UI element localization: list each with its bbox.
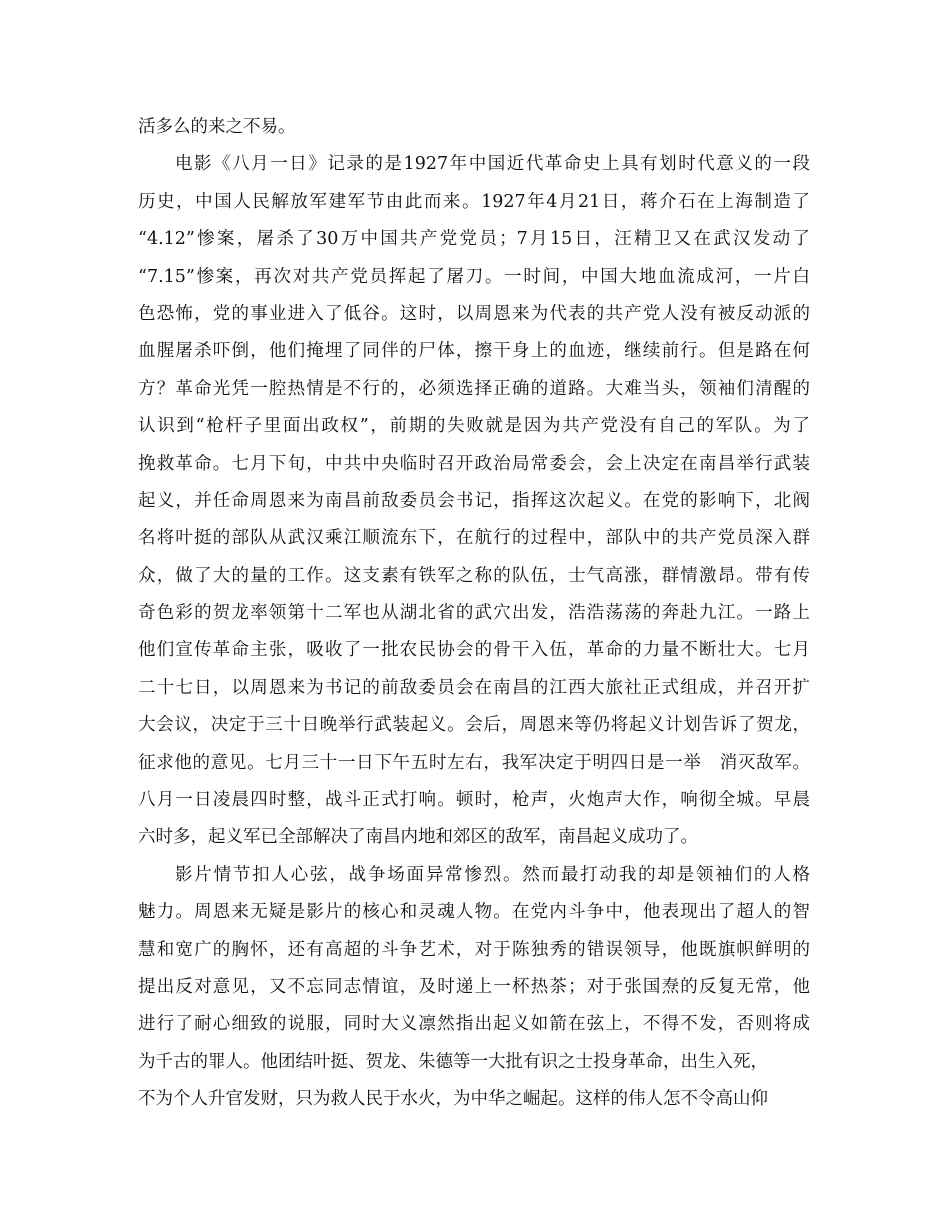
- paragraph-1: [138, 109, 810, 146]
- text-line: 历史，中国人民解放军建军节由此而来。1927年4月21日，蒋介石在上海制造了: [138, 191, 810, 212]
- text-line: 众，做了大的量的工作。这支素有铁军之称的队伍，士气高涨，群情激昂。带有传: [138, 565, 810, 586]
- text-line: “4.12”惨案，屠杀了30万中国共产党党员；7月15日，汪精卫又在武汉发动了: [138, 229, 810, 250]
- text-line: 八月一日凌晨四时整，战斗正式打响。顿时，枪声，火炮声大作，响彻全城。早晨: [138, 790, 810, 811]
- text-line: 不为个人升官发财，只为救人民于水火，为中华之崛起。这样的伟人怎不令高山仰: [138, 1089, 768, 1110]
- paragraph-3: [138, 857, 810, 1119]
- text-line: 大会议，决定于三十日晚举行武装起义。会后，周恩来等仍将起义计划告诉了贺龙，: [138, 715, 810, 736]
- text-line: 起义，并任命周恩来为南昌前敌委员会书记，指挥这次起义。在党的影响下，北阀: [138, 490, 810, 511]
- text-line: 魅力。周恩来无疑是影片的核心和灵魂人物。在党内斗争中，他表现出了超人的智: [138, 902, 810, 923]
- document-body: [138, 109, 810, 1119]
- text-line: 慧和宽广的胸怀，还有高超的斗争艺术，对于陈独秀的错误领导，他既旗帜鲜明的: [138, 939, 810, 960]
- text-line: 影片情节扣人心弦，战争场面异常惨烈。然而最打动我的却是领袖们的人格: [175, 864, 810, 885]
- text-line: 电影《八月一日》记录的是1927年中国近代革命史上具有划时代意义的一段: [175, 154, 810, 175]
- text-line: 色恐怖，党的事业进入了低谷。这时，以周恩来为代表的共产党人没有被反动派的: [138, 303, 810, 324]
- text-line: 征求他的意见。七月三十一日下午五时左右，我军决定于明四日是一举 消灭敌军。: [138, 752, 810, 773]
- text-line: 六时多，起义军已全部解决了南昌内地和郊区的敌军，南昌起义成功了。: [138, 827, 698, 848]
- text-line: 他们宣传革命主张，吸收了一批农民协会的骨干入伍，革命的力量不断壮大。七月: [138, 640, 810, 661]
- text-line: 挽救革命。七月下旬，中共中央临时召开政治局常委会，会上决定在南昌举行武装: [138, 453, 810, 474]
- text-line: 为千古的罪人。他团结叶挺、贺龙、朱德等一大批有识之士投身革命，出生入死，: [138, 1051, 768, 1072]
- text-line: 提出反对意见，又不忘同志情谊，及时递上一杯热茶；对于张国焘的反复无常，他: [138, 976, 810, 997]
- text-line: 血腥屠杀吓倒，他们掩埋了同伴的尸体，擦干身上的血迹，继续前行。但是路在何: [138, 341, 810, 362]
- text-line: 方？革命光凭一腔热情是不行的，必须选择正确的道路。大难当头，领袖们清醒的: [138, 378, 810, 399]
- paragraph-2: [138, 146, 810, 856]
- text-line: 认识到“枪杆子里面出政权”，前期的失败就是因为共产党没有自己的军队。为了: [138, 416, 810, 437]
- text-line: 二十七日，以周恩来为书记的前敌委员会在南昌的江西大旅社正式组成，并召开扩: [138, 677, 810, 698]
- text-line: 活多么的来之不易。: [138, 117, 296, 137]
- text-line: “7.15”惨案，再次对共产党员挥起了屠刀。一时间，中国大地血流成河，一片白: [138, 266, 810, 287]
- text-line: 奇色彩的贺龙率领第十二军也从湖北省的武穴出发，浩浩荡荡的奔赴九江。一路上: [138, 603, 810, 624]
- text-line: 进行了耐心细致的说服，同时大义凛然指出起义如箭在弦上，不得不发，否则将成: [138, 1014, 810, 1035]
- text-line: 名将叶挺的部队从武汉乘江顺流东下，在航行的过程中，部队中的共产党员深入群: [138, 528, 810, 549]
